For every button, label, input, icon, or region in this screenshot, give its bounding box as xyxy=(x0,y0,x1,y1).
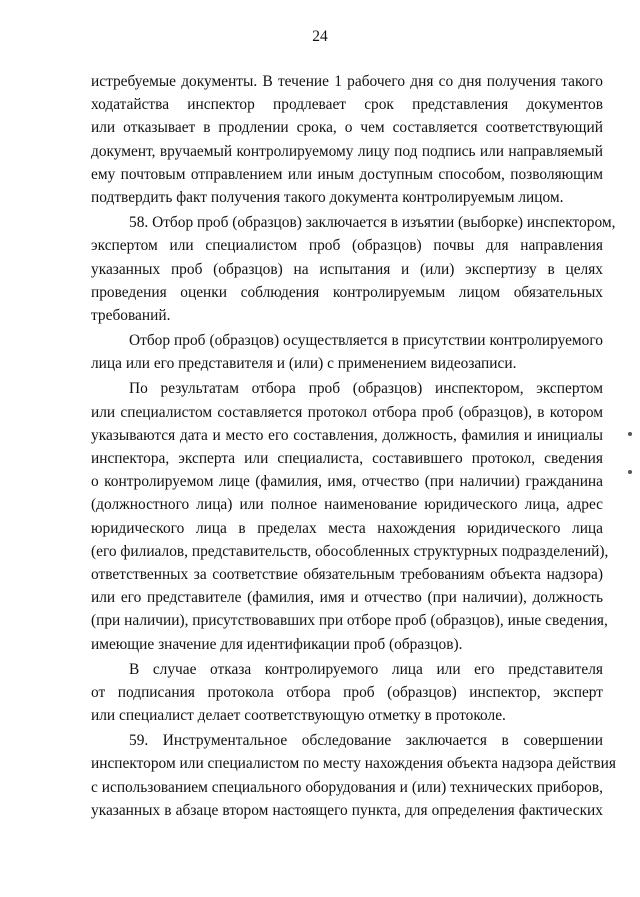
clause-58 xyxy=(91,211,616,327)
text-line: ходатайства инспектор продлевает срок представления документов xyxy=(91,96,603,114)
text-line: указываются дата и место его составления, должность, фамилия и инициалы xyxy=(91,426,603,444)
text-line: юридического лица в пределах места нахождения юридического лица xyxy=(91,519,603,537)
text-line: или специалист делает соответствующую отметку в протоколе. xyxy=(91,707,506,725)
clause-58-refusal xyxy=(91,658,603,728)
clause-59 xyxy=(91,729,616,822)
text-line: требований. xyxy=(91,306,171,324)
text-line: По результатам отбора проб (образцов) инспектором, экспертом xyxy=(129,380,603,398)
page-number: 24 xyxy=(312,28,328,45)
text-line: (при наличии), присутствовавших при отборе проб (образцов), иные сведения, xyxy=(91,612,608,630)
text-line: документ, вручаемый контролируемому лицу под подпись или направляемый xyxy=(91,142,603,160)
text-line: В случае отказа контролируемого лица или его представителя xyxy=(129,660,603,678)
text-line: с использованием специального оборудования и (или) технических приборов, xyxy=(91,778,603,796)
clause-58-protocol xyxy=(91,377,609,655)
text-line: 58. Отбор проб (образцов) заключается в изъятии (выборке) инспектором, xyxy=(129,214,616,232)
text-line: или его представителе (фамилия, имя и отчество (при наличии), должность xyxy=(91,589,603,607)
text-line: (его филиалов, представительств, обособленных структурных подразделений), xyxy=(91,542,609,560)
text-line: от подписания протокола отбора проб (образцов) инспектор, эксперт xyxy=(91,683,603,701)
text-line: (должностного лица) или полное наименование юридического лица, адрес xyxy=(91,496,603,514)
text-line: ему почтовым отправлением или иным доступным способом, позволяющим xyxy=(91,165,603,183)
text-line: инспектора, эксперта или специалиста, составившего протокол, сведения xyxy=(91,450,603,467)
text-line: указанных проб (образцов) на испытания и (или) экспертизу в целях xyxy=(91,260,603,278)
text-line: Отбор проб (образцов) осуществляется в присутствии контролируемого xyxy=(129,332,603,350)
document-body xyxy=(91,70,616,822)
paragraph-continuation xyxy=(91,70,603,209)
clause-58-sampling-presence xyxy=(91,329,603,375)
text-line: или специалистом составляется протокол отбора проб (образцов), в котором xyxy=(91,403,603,421)
text-line: ответственных за соответствие обязательным требованиям объекта надзора) xyxy=(91,565,603,583)
text-line: подтвердить факт получения такого документа контролируемым лицом. xyxy=(91,188,564,206)
text-line: проведения оценки соблюдения контролируемым лицом обязательных xyxy=(91,283,603,301)
text-line: истребуемые документы. В течение 1 рабочего дня со дня получения такого xyxy=(91,73,603,90)
text-line: о контролируемом лице (фамилия, имя, отчество (при наличии) гражданина xyxy=(91,473,603,491)
text-line: имеющие значение для идентификации проб (образцов). xyxy=(91,635,463,653)
text-line: лица или его представителя и (или) с применением видеозаписи. xyxy=(91,355,517,373)
text-line: указанных в абзаце втором настоящего пункта, для определения фактических xyxy=(91,801,603,819)
text-line: 59. Инструментальное обследование заключается в совершении xyxy=(129,732,603,750)
scan-artifact xyxy=(628,470,632,474)
text-line: или отказывает в продлении срока, о чем составляется соответствующий xyxy=(91,119,603,137)
text-line: инспектором или специалистом по месту нахождения объекта надзора действия xyxy=(91,755,616,773)
scan-artifact xyxy=(628,432,632,436)
text-line: экспертом или специалистом проб (образцов) почвы для направления xyxy=(91,237,603,255)
